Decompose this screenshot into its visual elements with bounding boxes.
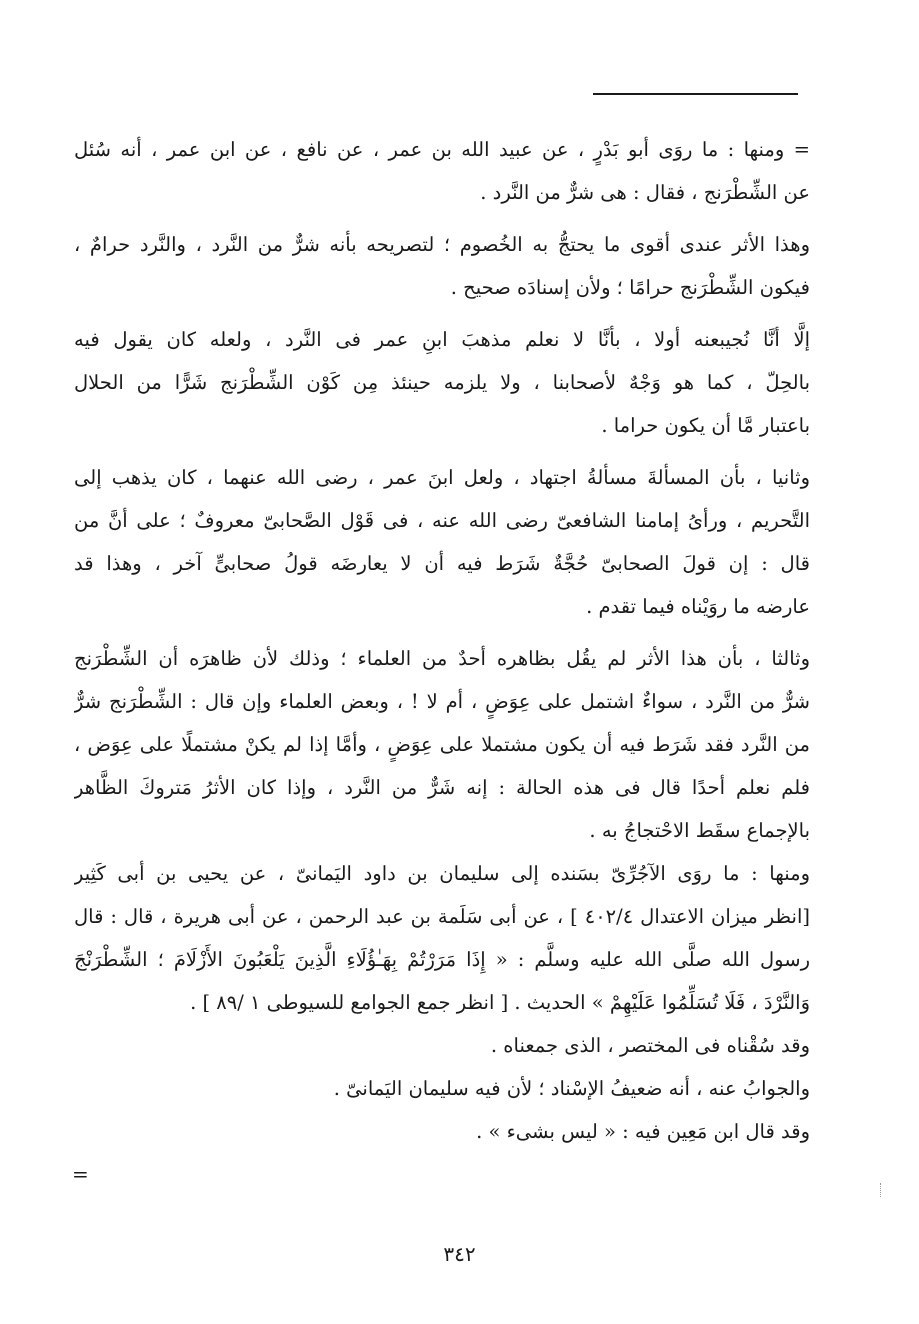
paragraph: [74, 456, 810, 628]
paragraph: [74, 128, 810, 214]
text-line: عن الشِّطْرَنج ، فقال : هى شرٌّ من النَّرد .: [480, 181, 810, 204]
text-line: بالحِلّ ، كما هو وَجْهٌ لأصحابنا ، ولا يلزمه حينئذ مِن كَوْن الشِّطْرَنج شَرًّا من الحلال: [74, 371, 810, 394]
text-line: قال : إن قولَ الصحابىّ حُجَّةٌ شَرَط فيه أن لا يعارضَه قولُ صحابىٍّ آخر ، وهذا قد: [74, 552, 810, 575]
text-line: وثانيا ، بأن المسألةَ مسألةُ اجتهاد ، ولعل ابنَ عمر ، رضى الله عنهما ، كان يذهب إلى: [74, 466, 810, 489]
margin-mark: [880, 1183, 882, 1197]
text-line: من النَّرد فقد شَرَط فيه أن يكون مشتملا على عِوَضٍ ، وأمَّا إذا لم يكنْ مشتملًا على عِوَض ،: [74, 733, 810, 756]
text-line: رسول الله صلَّى الله عليه وسلَّم : « إِذَا مَرَرْتُمْ بِهَـٰؤُلَاءِ الَّذِينَ يَلْعَبُونَ الأَزْلَامَ ؛ الشِّطْرَنْجَ: [74, 948, 810, 971]
page-number: ٣٤٢: [443, 1242, 476, 1266]
text-line: باعتبار مَّا أن يكون حراما .: [601, 414, 810, 437]
text-line: بالإجماع سقَط الاحْتجاجُ به .: [589, 819, 810, 842]
main-text: [74, 128, 810, 1153]
text-line: وَالنَّرْدَ ، فَلَا تُسَلِّمُوا عَلَيْهِمْ » الحديث . [ انظر جمع الجوامع للسيوطى ١ /٨٩ ] .: [190, 991, 810, 1014]
text-line: شرٌّ من النَّرد ، سواءٌ اشتمل على عِوَضٍ ، أم لا ! ، وبعض العلماء وإن قال : الشِّطْرَنج شرٌّ: [74, 690, 810, 713]
text-line: وقد قال ابن مَعِين فيه : « ليس بشىء » .: [476, 1120, 810, 1143]
text-line: وهذا الأثر عندى أقوى ما يحتجُّ به الخُصوم ؛ لتصريحه بأنه شرٌّ من النَّرد ، والنَّرد حرامٌ ،: [74, 233, 810, 256]
footnote-separator-rule: [593, 93, 798, 95]
continuation-mark: =: [72, 1162, 89, 1186]
text-line: التَّحريم ، ورأىُ إمامنا الشافعىّ رضى الله عنه ، فى قَوْل الصَّحابىّ معروفٌ ؛ على أنَّ من: [74, 509, 810, 532]
text-line: فيكون الشِّطْرَنج حرامًا ؛ ولأن إسنادَه صحيح .: [450, 276, 810, 299]
text-line: وثالثا ، بأن هذا الأثر لم يقُل بظاهره أحدٌ من العلماء ؛ وذلك لأن ظاهرَه أن الشِّطْرَنج: [74, 647, 810, 670]
paragraph: [74, 1067, 810, 1110]
paragraph: [74, 637, 810, 852]
paragraph: [74, 1110, 810, 1153]
text-line: ومنها : ما روَى الآجُرِّىّ بسَنده إلى سليمان بن داود اليَمانىّ ، عن يحيى بن أبى كَثِير: [74, 862, 810, 885]
paragraph: [74, 1024, 810, 1067]
text-line: [انظر ميزان الاعتدال ٤٠٢/٤ ] ، عن أبى سَلَمة بن عبد الرحمن ، عن أبى هريرة ، قال : قال: [74, 905, 810, 928]
text-line: عارضه ما روَيْناه فيما تقدم .: [586, 595, 810, 618]
paragraph: [74, 318, 810, 447]
text-line: فلم نعلم أحدًا قال فى هذه الحالة : إنه شَرٌّ من النَّرد ، وإذا كان الأثرُ مَتروكَ الظَّاهر: [74, 776, 810, 799]
text-line: وقد سُقْناه فى المختصر ، الذى جمعناه .: [490, 1034, 810, 1057]
text-line: والجوابُ عنه ، أنه ضعيفُ الإسْناد ؛ لأن فيه سليمان اليَمانىّ .: [333, 1077, 810, 1100]
paragraph: [74, 852, 810, 1024]
text-line: إلَّا أنَّا نُجيبعنه أولا ، بأنَّا لا نعلم مذهبَ ابنِ عمر فى النَّرد ، ولعله كان يقول فيه: [74, 328, 810, 351]
text-line: = ومنها : ما روَى أبو بَدْرٍ ، عن عبيد الله بن عمر ، عن نافع ، عن ابن عمر ، أنه سُئل: [74, 138, 810, 161]
paragraph: [74, 223, 810, 309]
